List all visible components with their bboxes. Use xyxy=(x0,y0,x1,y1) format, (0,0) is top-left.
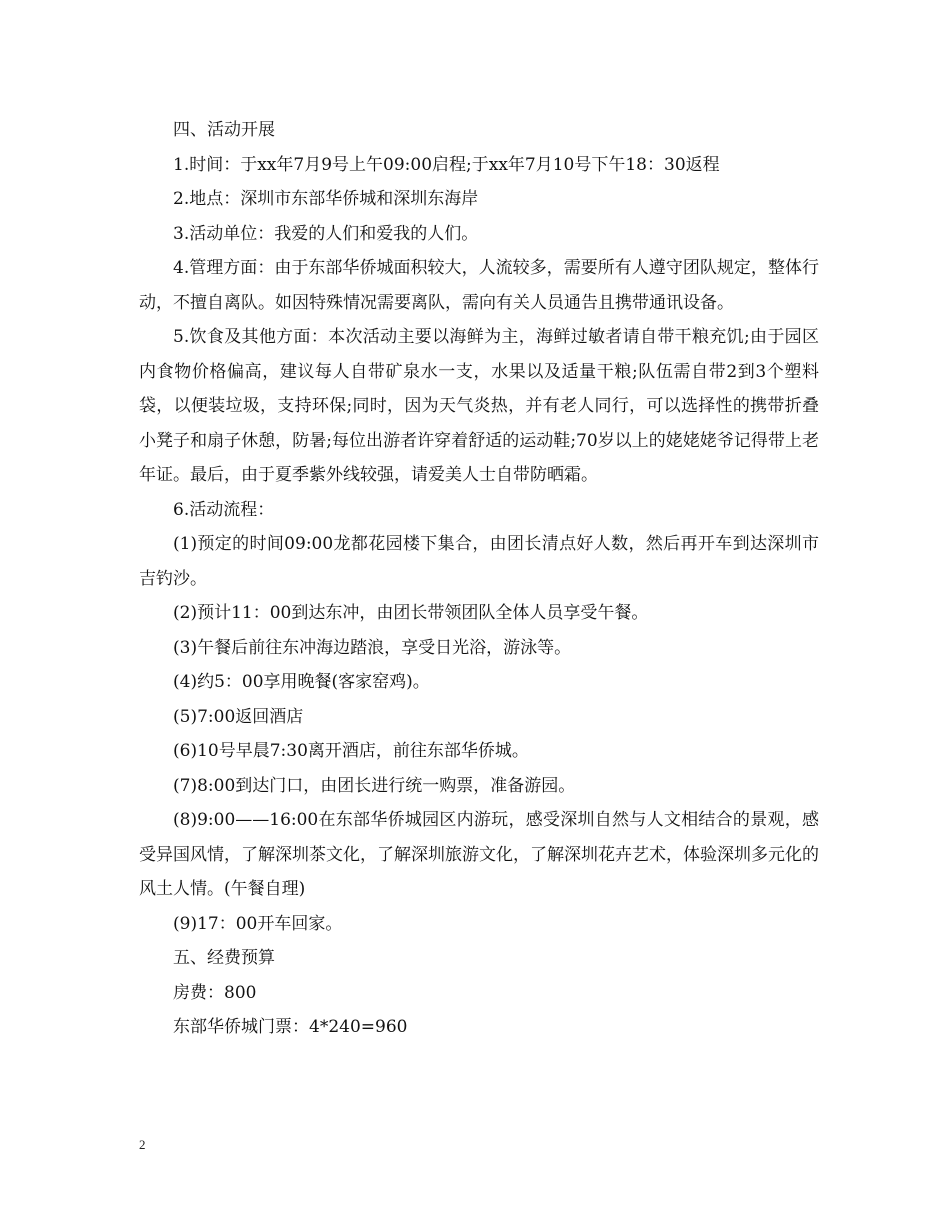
paragraph-schedule-heading: 6.活动流程： xyxy=(173,499,275,520)
budget-item-room: 房费：800 xyxy=(173,982,257,1003)
schedule-item-8: (8)9:00——16:00在东部华侨城园区内游玩，感受深圳自然与人文相结合的景观，感受异国风情，了解深圳茶文化，了解深圳旅游文化，了解深圳花卉艺术，体验深圳多元化的风土人情。(午餐自理) xyxy=(139,810,819,899)
document-body xyxy=(139,113,819,1045)
schedule-item-9: (9)17：00开车回家。 xyxy=(173,913,343,934)
schedule-item-5: (5)7:00返回酒店 xyxy=(173,706,304,727)
section-heading-budget: 五、经费预算 xyxy=(173,948,275,968)
schedule-item-2: (2)预计11：00到达东冲，由团长带领团队全体人员享受午餐。 xyxy=(173,603,649,623)
paragraph-participants: 3.活动单位：我爱的人们和爱我的人们。 xyxy=(173,223,479,244)
page-number: 2 xyxy=(139,1137,146,1152)
schedule-item-6: (6)10号早晨7:30离开酒店，前往东部华侨城。 xyxy=(173,741,529,761)
schedule-item-4: (4)约5：00享用晚餐(客家窑鸡)。 xyxy=(173,672,430,692)
schedule-item-3: (3)午餐后前往东冲海边踏浪，享受日光浴，游泳等。 xyxy=(173,637,572,658)
paragraph-management: 4.管理方面：由于东部华侨城面积较大，人流较多，需要所有人遵守团队规定，整体行动，不擅自离队。如因特殊情况需要离队，需向有关人员通告且携带通讯设备。 xyxy=(139,258,819,313)
schedule-item-1: (1)预定的时间09:00龙都花园楼下集合，由团长清点好人数，然后再开车到达深圳市吉钓沙。 xyxy=(139,534,819,589)
paragraph-food-other: 5.饮食及其他方面：本次活动主要以海鲜为主，海鲜过敏者请自带干粮充饥;由于园区内食物价格偏高，建议每人自带矿泉水一支，水果以及适量干粮;队伍需自带2到3个塑料袋，以便装垃圾，支持环保;同时，因为天气炎热，并有老人同行，可以选择性的携带折叠小凳子和扇子休憩，防暑;每位出游者许穿着舒适的运动鞋;70岁以上的姥姥姥爷记得带上老年证。最后，由于夏季紫外线较强，请爱美人士自带防晒霜。 xyxy=(139,327,819,485)
section-heading-activities: 四、活动开展 xyxy=(173,120,275,140)
budget-item-tickets: 东部华侨城门票：4*240=960 xyxy=(173,1017,408,1037)
paragraph-location: 2.地点：深圳市东部华侨城和深圳东海岸 xyxy=(173,189,479,209)
schedule-item-7: (7)8:00到达门口，由团长进行统一购票，准备游园。 xyxy=(173,775,576,796)
paragraph-time: 1.时间：于xx年7月9号上午09:00启程;于xx年7月10号下午18：30返程 xyxy=(173,154,720,175)
